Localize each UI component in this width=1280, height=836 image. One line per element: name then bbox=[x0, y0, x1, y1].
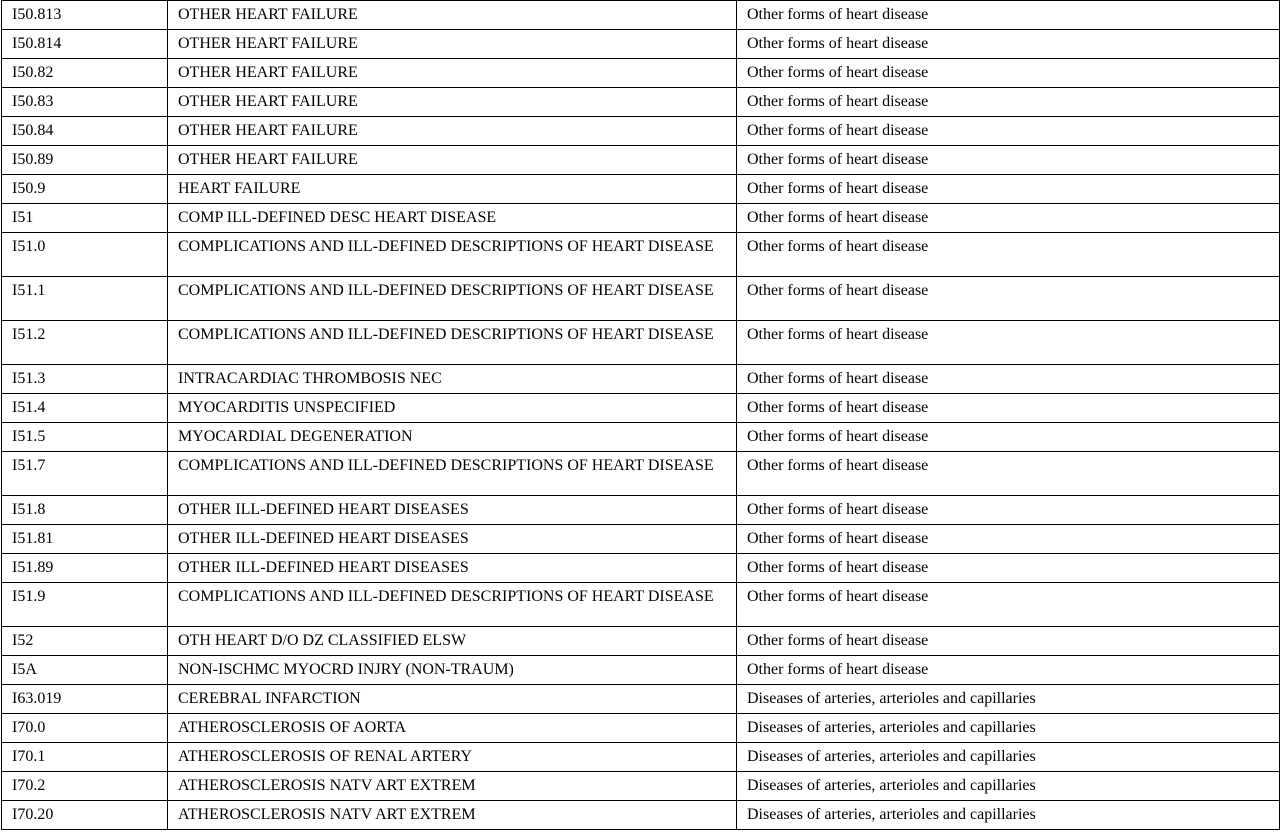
table-row bbox=[2, 801, 1280, 830]
table-row bbox=[2, 554, 1280, 583]
category-cell: Other forms of heart disease bbox=[737, 496, 1280, 525]
category-cell: Other forms of heart disease bbox=[737, 452, 1280, 496]
code-cell: I51 bbox=[2, 204, 168, 233]
category-cell: Other forms of heart disease bbox=[737, 175, 1280, 204]
code-cell: I5A bbox=[2, 656, 168, 685]
table-row bbox=[2, 772, 1280, 801]
category-cell: Other forms of heart disease bbox=[737, 146, 1280, 175]
category-cell: Other forms of heart disease bbox=[737, 1, 1280, 30]
code-cell: I70.1 bbox=[2, 743, 168, 772]
code-cell: I51.4 bbox=[2, 394, 168, 423]
description-cell: COMPLICATIONS AND ILL-DEFINED DESCRIPTIONS OF HEART DISEASE bbox=[168, 277, 737, 321]
description-cell: INTRACARDIAC THROMBOSIS NEC bbox=[168, 365, 737, 394]
code-cell: I51.0 bbox=[2, 233, 168, 277]
table-row bbox=[2, 685, 1280, 714]
table-row bbox=[2, 394, 1280, 423]
description-cell: OTH HEART D/O DZ CLASSIFIED ELSW bbox=[168, 627, 737, 656]
table-row bbox=[2, 321, 1280, 365]
description-cell: COMPLICATIONS AND ILL-DEFINED DESCRIPTIONS OF HEART DISEASE bbox=[168, 321, 737, 365]
category-cell: Other forms of heart disease bbox=[737, 277, 1280, 321]
code-cell: I50.814 bbox=[2, 30, 168, 59]
code-cell: I51.81 bbox=[2, 525, 168, 554]
code-cell: I51.3 bbox=[2, 365, 168, 394]
description-cell: MYOCARDIAL DEGENERATION bbox=[168, 423, 737, 452]
table-row bbox=[2, 277, 1280, 321]
description-cell: COMPLICATIONS AND ILL-DEFINED DESCRIPTIONS OF HEART DISEASE bbox=[168, 452, 737, 496]
category-cell: Diseases of arteries, arterioles and capillaries bbox=[737, 743, 1280, 772]
description-cell: OTHER HEART FAILURE bbox=[168, 30, 737, 59]
code-cell: I50.84 bbox=[2, 117, 168, 146]
code-cell: I70.20 bbox=[2, 801, 168, 830]
table-row bbox=[2, 496, 1280, 525]
code-cell: I70.0 bbox=[2, 714, 168, 743]
description-cell: COMPLICATIONS AND ILL-DEFINED DESCRIPTIONS OF HEART DISEASE bbox=[168, 583, 737, 627]
category-cell: Other forms of heart disease bbox=[737, 394, 1280, 423]
code-cell: I51.7 bbox=[2, 452, 168, 496]
category-cell: Other forms of heart disease bbox=[737, 554, 1280, 583]
description-cell: OTHER HEART FAILURE bbox=[168, 146, 737, 175]
table-row bbox=[2, 583, 1280, 627]
description-cell: OTHER HEART FAILURE bbox=[168, 1, 737, 30]
code-cell: I51.9 bbox=[2, 583, 168, 627]
category-cell: Other forms of heart disease bbox=[737, 583, 1280, 627]
description-cell: COMP ILL-DEFINED DESC HEART DISEASE bbox=[168, 204, 737, 233]
icd-code-table bbox=[1, 0, 1280, 830]
table-row bbox=[2, 714, 1280, 743]
description-cell: CEREBRAL INFARCTION bbox=[168, 685, 737, 714]
code-cell: I63.019 bbox=[2, 685, 168, 714]
code-cell: I51.5 bbox=[2, 423, 168, 452]
table-row bbox=[2, 233, 1280, 277]
code-cell: I70.2 bbox=[2, 772, 168, 801]
description-cell: OTHER HEART FAILURE bbox=[168, 88, 737, 117]
table-row bbox=[2, 30, 1280, 59]
category-cell: Other forms of heart disease bbox=[737, 656, 1280, 685]
category-cell: Other forms of heart disease bbox=[737, 30, 1280, 59]
description-cell: ATHEROSCLEROSIS NATV ART EXTREM bbox=[168, 772, 737, 801]
description-cell: MYOCARDITIS UNSPECIFIED bbox=[168, 394, 737, 423]
category-cell: Other forms of heart disease bbox=[737, 627, 1280, 656]
category-cell: Diseases of arteries, arterioles and capillaries bbox=[737, 685, 1280, 714]
code-cell: I50.82 bbox=[2, 59, 168, 88]
category-cell: Other forms of heart disease bbox=[737, 88, 1280, 117]
category-cell: Other forms of heart disease bbox=[737, 59, 1280, 88]
description-cell: OTHER HEART FAILURE bbox=[168, 59, 737, 88]
category-cell: Diseases of arteries, arterioles and capillaries bbox=[737, 801, 1280, 830]
table-row bbox=[2, 627, 1280, 656]
table-row bbox=[2, 525, 1280, 554]
description-cell: ATHEROSCLEROSIS OF AORTA bbox=[168, 714, 737, 743]
table-row bbox=[2, 88, 1280, 117]
table-row bbox=[2, 365, 1280, 394]
category-cell: Other forms of heart disease bbox=[737, 321, 1280, 365]
description-cell: ATHEROSCLEROSIS OF RENAL ARTERY bbox=[168, 743, 737, 772]
description-cell: ATHEROSCLEROSIS NATV ART EXTREM bbox=[168, 801, 737, 830]
code-cell: I51.2 bbox=[2, 321, 168, 365]
description-cell: OTHER ILL-DEFINED HEART DISEASES bbox=[168, 496, 737, 525]
category-cell: Other forms of heart disease bbox=[737, 423, 1280, 452]
description-cell: OTHER ILL-DEFINED HEART DISEASES bbox=[168, 554, 737, 583]
code-cell: I50.813 bbox=[2, 1, 168, 30]
code-cell: I51.8 bbox=[2, 496, 168, 525]
category-cell: Other forms of heart disease bbox=[737, 233, 1280, 277]
category-cell: Other forms of heart disease bbox=[737, 117, 1280, 146]
table-body bbox=[2, 1, 1280, 830]
code-cell: I52 bbox=[2, 627, 168, 656]
category-cell: Diseases of arteries, arterioles and capillaries bbox=[737, 772, 1280, 801]
table-row bbox=[2, 1, 1280, 30]
description-cell: OTHER ILL-DEFINED HEART DISEASES bbox=[168, 525, 737, 554]
category-cell: Diseases of arteries, arterioles and capillaries bbox=[737, 714, 1280, 743]
table-row bbox=[2, 423, 1280, 452]
code-cell: I51.1 bbox=[2, 277, 168, 321]
category-cell: Other forms of heart disease bbox=[737, 204, 1280, 233]
table-row bbox=[2, 743, 1280, 772]
description-cell: HEART FAILURE bbox=[168, 175, 737, 204]
code-cell: I50.83 bbox=[2, 88, 168, 117]
category-cell: Other forms of heart disease bbox=[737, 525, 1280, 554]
description-cell: NON-ISCHMC MYOCRD INJRY (NON-TRAUM) bbox=[168, 656, 737, 685]
table-row bbox=[2, 175, 1280, 204]
table-row bbox=[2, 146, 1280, 175]
table-row bbox=[2, 452, 1280, 496]
category-cell: Other forms of heart disease bbox=[737, 365, 1280, 394]
table-row bbox=[2, 656, 1280, 685]
table-row bbox=[2, 204, 1280, 233]
table-row bbox=[2, 117, 1280, 146]
code-cell: I50.89 bbox=[2, 146, 168, 175]
description-cell: OTHER HEART FAILURE bbox=[168, 117, 737, 146]
description-cell: COMPLICATIONS AND ILL-DEFINED DESCRIPTIONS OF HEART DISEASE bbox=[168, 233, 737, 277]
code-cell: I50.9 bbox=[2, 175, 168, 204]
code-cell: I51.89 bbox=[2, 554, 168, 583]
table-row bbox=[2, 59, 1280, 88]
